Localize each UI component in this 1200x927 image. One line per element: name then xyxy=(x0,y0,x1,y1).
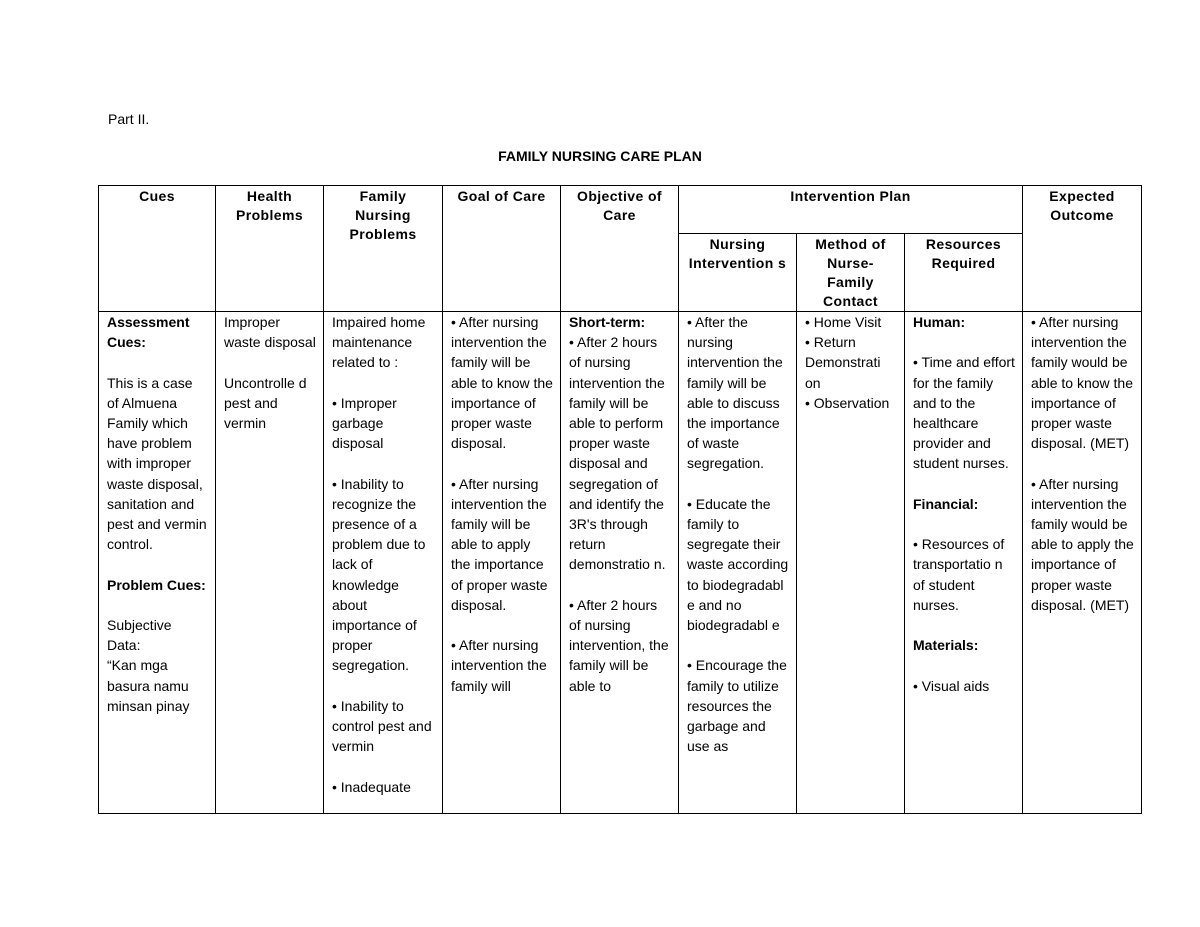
cell-cues xyxy=(99,312,216,814)
objective-item: • After 2 hours of nursing intervention, the family will be able to xyxy=(569,596,669,694)
goal-item: • After nursing intervention the family will be able to know the importance of proper waste disposal. xyxy=(451,314,553,452)
header-health-problems: Health Problems xyxy=(216,186,324,312)
problem-item: • Inability to recognize the presence of a problem due to lack of knowledge about importance of proper segregation. xyxy=(332,475,426,674)
cell-objective-of-care xyxy=(561,312,679,814)
financial-label: Financial: xyxy=(913,495,979,512)
cell-nursing-interventions xyxy=(679,312,797,814)
goal-item: • After nursing intervention the family will xyxy=(451,637,547,694)
materials-text: • Visual aids xyxy=(913,677,990,694)
part-label: Part II. xyxy=(108,111,150,127)
cell-resources-required xyxy=(905,312,1023,814)
cell-health-problems xyxy=(216,312,324,814)
human-text: • Time and effort for the family and to the healthcare provider and student nurses. xyxy=(913,354,1015,472)
short-term-label: Short-term: xyxy=(569,314,646,330)
header-resources-required: Resources Required xyxy=(905,234,1023,312)
outcome-item: • After nursing intervention the family would be able to apply the importance of proper waste disposal. (MET) xyxy=(1031,475,1134,613)
objective-item: • After 2 hours of nursing intervention the family will be able to perform proper waste disposal and segregation of and identify the 3R's through return demonstratio n. xyxy=(569,334,666,573)
cell-expected-outcome xyxy=(1023,312,1142,814)
header-intervention-plan: Intervention Plan xyxy=(679,186,1023,234)
header-goal-of-care: Goal of Care xyxy=(443,186,561,312)
method-item: • Return Demonstrati on xyxy=(805,334,881,391)
header-expected-outcome: Expected Outcome xyxy=(1023,186,1142,312)
cell-method-of-contact xyxy=(797,312,905,814)
problem-cues-label: Problem Cues: xyxy=(107,576,206,593)
intervention-item: • Educate the family to segregate their waste according to biodegradabl e and no biodegradabl e xyxy=(687,495,789,634)
materials-label: Materials: xyxy=(913,637,979,654)
problem-item: • Improper garbage disposal xyxy=(332,394,397,452)
method-item: • Home Visit xyxy=(805,314,882,330)
human-label: Human: xyxy=(913,314,966,330)
cell-goal-of-care xyxy=(443,312,561,814)
problem-item: • Inability to control pest and vermin xyxy=(332,697,432,755)
header-cues: Cues xyxy=(99,186,216,312)
goal-item: • After nursing intervention the family will be able to apply the importance of proper waste disposal. xyxy=(451,475,548,613)
problem-intro: Impaired home maintenance related to : xyxy=(332,314,426,371)
intervention-item: • After the nursing intervention the family will be able to discuss the importance of waste segregation. xyxy=(687,314,783,472)
problem-cues-text: Subjective Data: “Kan mga basura namu minsan pinay xyxy=(107,617,190,714)
cell-family-nursing-problems xyxy=(324,312,443,814)
method-item: • Observation xyxy=(805,394,890,411)
financial-text: • Resources of transportatio n of student nurses. xyxy=(913,536,1005,613)
assessment-cues-label: Assessment Cues: xyxy=(107,314,190,351)
problem-item: • Inadequate xyxy=(332,778,411,795)
header-nursing-interventions: Nursing Intervention s xyxy=(679,234,797,312)
outcome-item: • After nursing intervention the family would be able to know the importance of proper waste disposal. (MET) xyxy=(1031,314,1133,452)
document-title: FAMILY NURSING CARE PLAN xyxy=(498,148,702,164)
intervention-item: • Encourage the family to utilize resources the garbage and use as xyxy=(687,657,787,755)
health-problem-item: Improper waste disposal xyxy=(224,314,316,351)
assessment-cues-text: This is a case of Almuena Family which have problem with improper waste disposal, sanitation and pest and vermin control. xyxy=(107,374,207,553)
header-family-nursing-problems: Family Nursing Problems xyxy=(324,186,443,312)
health-problem-item: Uncontrolle d pest and vermin xyxy=(224,374,307,431)
header-method-of-contact: Method of Nurse-Family Contact xyxy=(797,234,905,312)
care-plan-table xyxy=(98,185,1142,814)
header-objective-of-care: Objective of Care xyxy=(561,186,679,312)
